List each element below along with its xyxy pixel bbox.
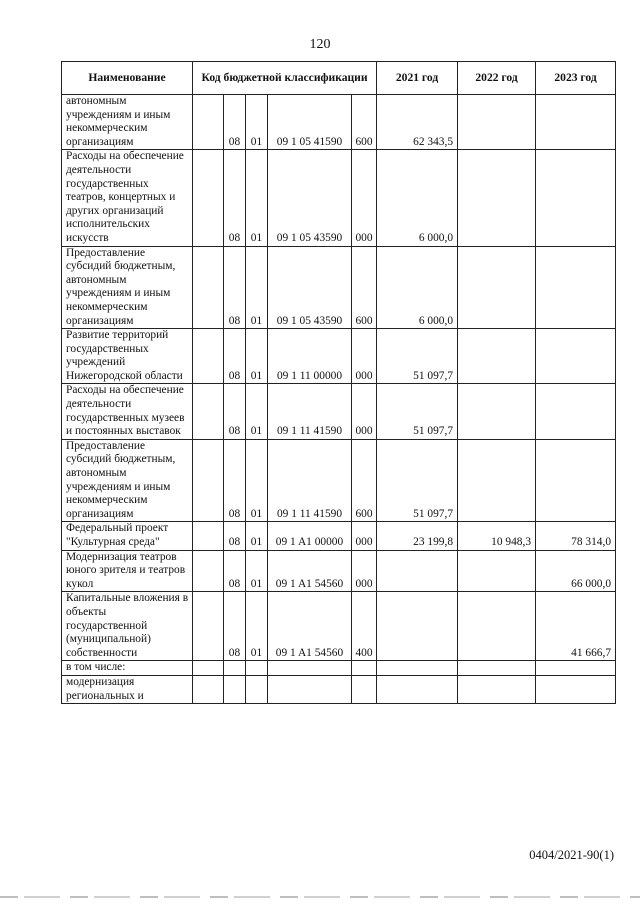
cell-target-article: 09 1 A1 00000 [268,522,352,550]
cell-2023: 78 314,0 [536,522,616,550]
cell-target-article: 09 1 05 41590 [268,95,352,150]
cell-empty [193,439,224,522]
cell-expense-type [352,661,377,676]
header-name: Наименование [62,62,193,95]
cell-name: в том числе: [62,661,193,676]
cell-2023 [536,384,616,439]
table-header-row [62,62,616,95]
cell-2023: 41 666,7 [536,592,616,661]
table-row [62,661,616,676]
cell-2021 [377,661,458,676]
cell-empty [193,95,224,150]
cell-section: 08 [224,384,246,439]
budget-table [61,61,616,704]
cell-2023 [536,661,616,676]
cell-2021: 6 000,0 [377,246,458,329]
cell-target-article: 09 1 A1 54560 [268,550,352,592]
cell-2022 [458,675,536,703]
cell-2022 [458,150,536,246]
cell-2022 [458,592,536,661]
cell-name: Расходы на обеспечение деятельности государственных театров, концертных и других организаций исполнительских искусств [62,150,193,246]
cell-2021 [377,675,458,703]
cell-2023 [536,150,616,246]
cell-empty [193,661,224,676]
cell-subsection: 01 [246,329,268,384]
cell-name: Капитальные вложения в объекты государственной (муниципальной) собственности [62,592,193,661]
footer-document-code: 0404/2021-90(1) [529,848,614,862]
cell-target-article: 09 1 11 41590 [268,384,352,439]
cell-subsection: 01 [246,550,268,592]
cell-section: 08 [224,439,246,522]
cell-empty [193,384,224,439]
cell-2023 [536,95,616,150]
cell-empty [193,592,224,661]
cell-expense-type: 400 [352,592,377,661]
cell-2022 [458,661,536,676]
table-row [62,522,616,550]
header-2022: 2022 год [458,62,536,95]
header-code: Код бюджетной классификации [193,62,377,95]
cell-section: 08 [224,592,246,661]
cell-section: 08 [224,150,246,246]
cell-2023 [536,329,616,384]
cell-name: Модернизация театров юного зрителя и театров кукол [62,550,193,592]
cell-section [224,661,246,676]
cell-target-article: 09 1 11 00000 [268,329,352,384]
cell-target-article: 09 1 11 41590 [268,439,352,522]
table-body [62,95,616,704]
cell-target-article: 09 1 05 43590 [268,150,352,246]
cell-empty [193,246,224,329]
cell-target-article: 09 1 05 43590 [268,246,352,329]
cell-subsection: 01 [246,95,268,150]
page-number: 120 [309,37,331,52]
cell-2021 [377,592,458,661]
cell-2021: 51 097,7 [377,439,458,522]
cell-expense-type: 000 [352,522,377,550]
cell-section: 08 [224,246,246,329]
cell-name: модернизация региональных и [62,675,193,703]
cell-subsection: 01 [246,150,268,246]
cell-2022 [458,95,536,150]
cell-subsection [246,661,268,676]
scan-artifact-line [0,896,640,898]
cell-section [224,675,246,703]
cell-name: Предоставление субсидий бюджетным, автономным учреждениям и иным некоммерческим организациям [62,246,193,329]
cell-name: автономным учреждениям и иным некоммерческим организациям [62,95,193,150]
cell-expense-type [352,675,377,703]
cell-expense-type: 000 [352,550,377,592]
cell-2023 [536,246,616,329]
table-row [62,675,616,703]
cell-2021: 6 000,0 [377,150,458,246]
cell-name: Предоставление субсидий бюджетным, автономным учреждениям и иным некоммерческим организациям [62,439,193,522]
table-row [62,95,616,150]
cell-expense-type: 600 [352,95,377,150]
cell-expense-type: 000 [352,384,377,439]
cell-section: 08 [224,550,246,592]
header-2023: 2023 год [536,62,616,95]
cell-subsection: 01 [246,246,268,329]
cell-2022 [458,329,536,384]
cell-subsection [246,675,268,703]
cell-target-article [268,675,352,703]
cell-name: Расходы на обеспечение деятельности государственных музеев и постоянных выставок [62,384,193,439]
table-row [62,150,616,246]
cell-section: 08 [224,95,246,150]
cell-subsection: 01 [246,592,268,661]
table-row [62,592,616,661]
cell-2021 [377,550,458,592]
cell-2023 [536,439,616,522]
cell-2021: 62 343,5 [377,95,458,150]
cell-expense-type: 000 [352,150,377,246]
cell-2022 [458,550,536,592]
cell-expense-type: 600 [352,439,377,522]
table-row [62,439,616,522]
table-row [62,384,616,439]
cell-target-article: 09 1 A1 54560 [268,592,352,661]
table-row [62,329,616,384]
cell-2022 [458,384,536,439]
cell-expense-type: 600 [352,246,377,329]
cell-2021: 51 097,7 [377,384,458,439]
cell-2021: 51 097,7 [377,329,458,384]
cell-name: Развитие территорий государственных учреждений Нижегородской области [62,329,193,384]
cell-subsection: 01 [246,439,268,522]
table-row [62,550,616,592]
cell-subsection: 01 [246,522,268,550]
cell-empty [193,150,224,246]
cell-2021: 23 199,8 [377,522,458,550]
cell-expense-type: 000 [352,329,377,384]
cell-2022: 10 948,3 [458,522,536,550]
cell-2022 [458,439,536,522]
cell-subsection: 01 [246,384,268,439]
header-2021: 2021 год [377,62,458,95]
table-row [62,246,616,329]
cell-section: 08 [224,522,246,550]
cell-2023: 66 000,0 [536,550,616,592]
cell-empty [193,550,224,592]
cell-2023 [536,675,616,703]
cell-empty [193,329,224,384]
cell-target-article [268,661,352,676]
cell-name: Федеральный проект "Культурная среда" [62,522,193,550]
cell-2022 [458,246,536,329]
cell-section: 08 [224,329,246,384]
cell-empty [193,522,224,550]
cell-empty [193,675,224,703]
